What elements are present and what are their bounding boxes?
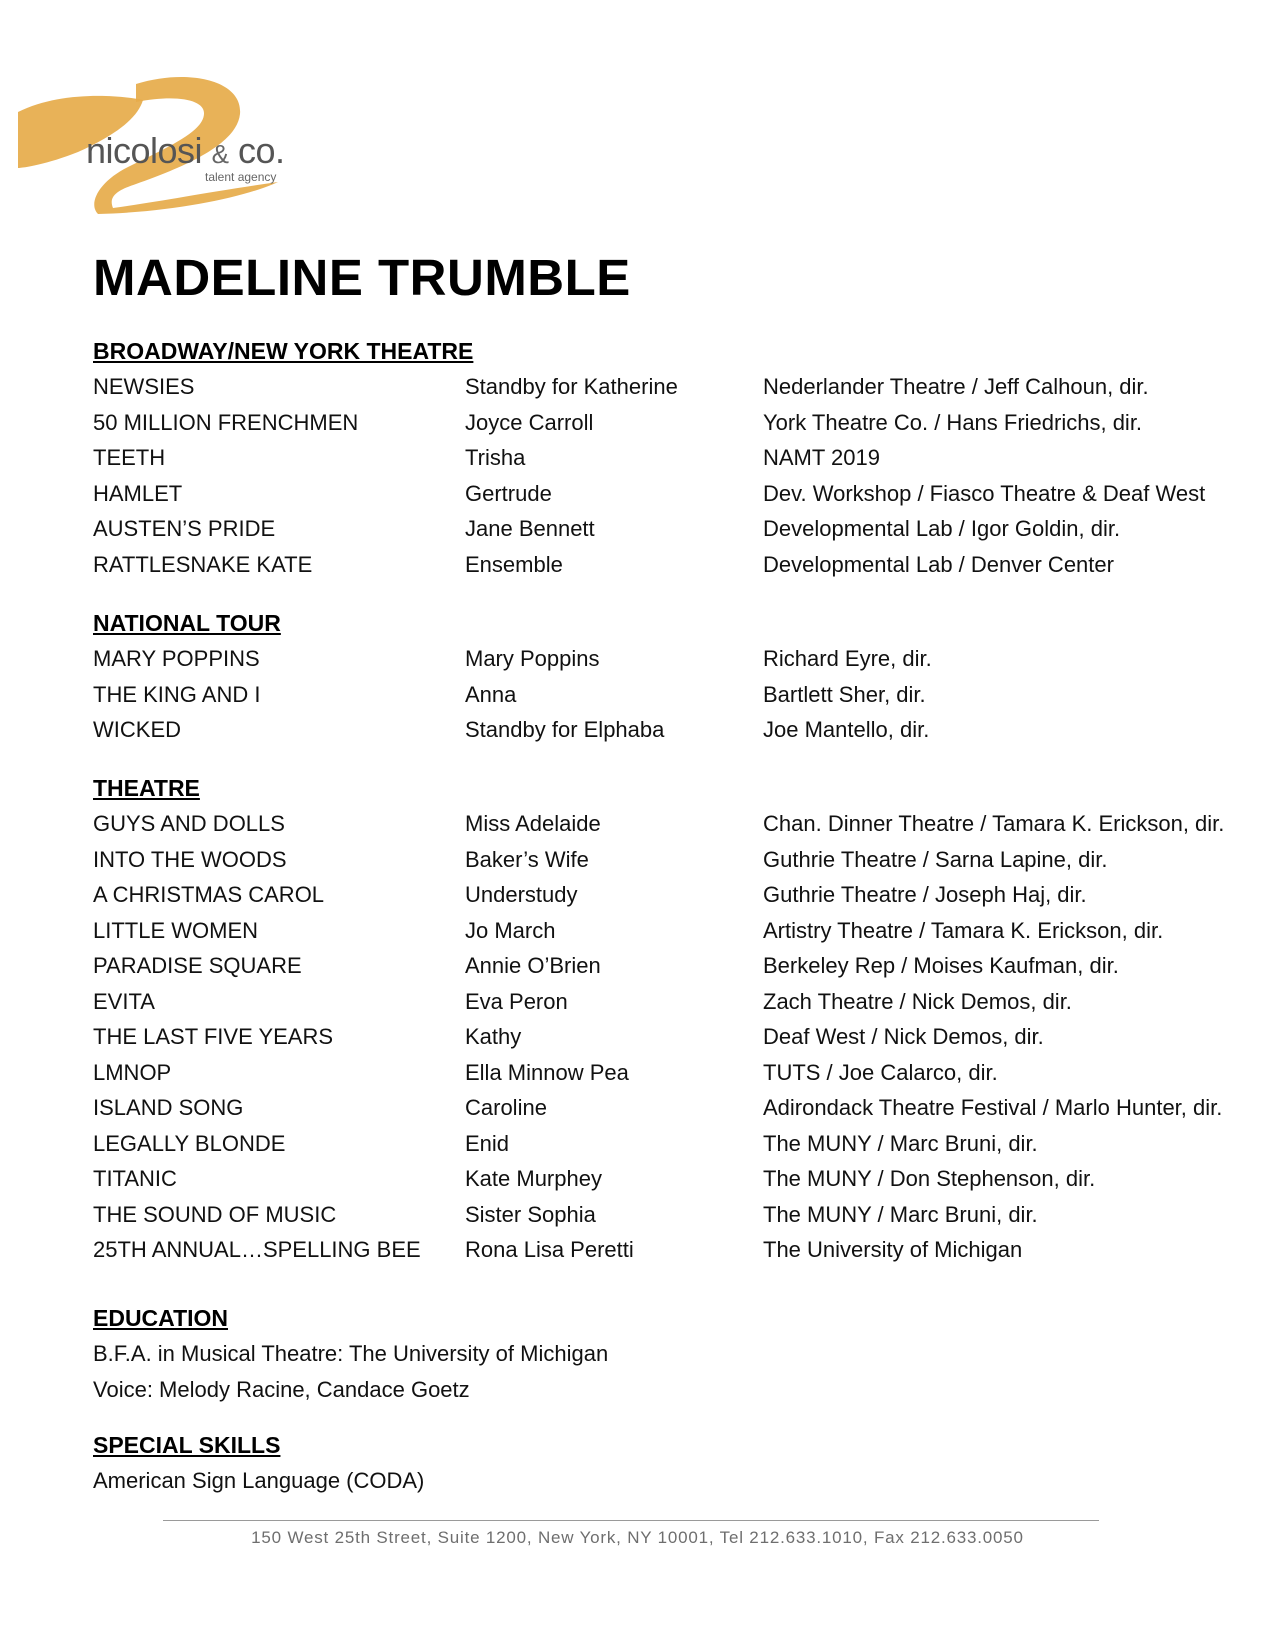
section-theatre [93, 770, 1263, 1268]
venue-director: Zach Theatre / Nick Demos, dir. [763, 988, 1072, 1014]
show-title: A CHRISTMAS CAROL [93, 882, 325, 907]
role: Anna [465, 681, 517, 707]
role: Kate Murphey [465, 1166, 602, 1191]
education-line: Voice: Melody Racine, Candace Goetz [93, 1376, 470, 1402]
venue-director: The MUNY / Marc Bruni, dir. [763, 1201, 1038, 1227]
show-title: ISLAND SONG [93, 1095, 244, 1120]
role: Sister Sophia [465, 1201, 596, 1227]
footer-divider [163, 1520, 1099, 1521]
credit-row [93, 712, 1263, 748]
credit-row [93, 1090, 1263, 1126]
credit-row [93, 641, 1263, 677]
venue-director: Developmental Lab / Denver Center [763, 551, 1114, 577]
show-title: THE SOUND OF MUSIC [93, 1201, 337, 1227]
section-national-tour [93, 605, 1263, 748]
section-special-skills [93, 1427, 1263, 1499]
venue-director: Joe Mantello, dir. [763, 717, 930, 742]
credit-row [93, 984, 1263, 1020]
credit-row [93, 1126, 1263, 1162]
show-title: LEGALLY BLONDE [93, 1130, 286, 1156]
role: Baker’s Wife [465, 846, 589, 872]
venue-director: Artistry Theatre / Tamara K. Erickson, dir. [763, 917, 1164, 943]
venue-director: Bartlett Sher, dir. [763, 681, 926, 707]
logo-tagline: talent agency [205, 170, 277, 184]
show-title: PARADISE SQUARE [93, 953, 302, 978]
role: Joyce Carroll [465, 409, 594, 435]
section-heading: BROADWAY/NEW YORK THEATRE [93, 338, 474, 364]
logo-name: nicolosi [86, 130, 203, 171]
role: Understudy [465, 882, 578, 907]
logo-ampersand: & [211, 139, 229, 169]
credit-row [93, 913, 1263, 949]
role: Standby for Elphaba [465, 717, 665, 742]
show-title: LITTLE WOMEN [93, 917, 259, 943]
section-heading: THEATRE [93, 775, 200, 801]
show-title: EVITA [93, 988, 155, 1014]
venue-director: Richard Eyre, dir. [763, 646, 932, 671]
venue-director: NAMT 2019 [763, 445, 880, 470]
show-title: 25TH ANNUAL…SPELLING BEE [93, 1237, 421, 1262]
show-title: HAMLET [93, 480, 183, 506]
footer-address: 150 West 25th Street, Suite 1200, New York, NY 10001, Tel 212.633.1010, Fax 212.633.0050 [251, 1528, 1024, 1547]
role: Miss Adelaide [465, 811, 601, 836]
credit-row [93, 877, 1263, 913]
venue-director: Developmental Lab / Igor Goldin, dir. [763, 516, 1121, 541]
credit-row [93, 369, 1263, 405]
show-title: 50 MILLION FRENCHMEN [93, 409, 359, 435]
section-education [93, 1300, 1263, 1407]
education-line: B.F.A. in Musical Theatre: The University of Michigan [93, 1341, 609, 1366]
skill-line: American Sign Language (CODA) [93, 1468, 425, 1493]
role: Ensemble [465, 551, 563, 577]
venue-director: The University of Michigan [763, 1237, 1023, 1262]
credit-row [93, 842, 1263, 878]
venue-director: Guthrie Theatre / Sarna Lapine, dir. [763, 846, 1108, 872]
credit-row [93, 806, 1263, 842]
show-title: AUSTEN’S PRIDE [93, 516, 276, 541]
show-title: RATTLESNAKE KATE [93, 551, 313, 577]
show-title: INTO THE WOODS [93, 846, 287, 872]
show-title: NEWSIES [93, 374, 195, 399]
credit-row [93, 1232, 1263, 1268]
role: Jane Bennett [465, 516, 595, 541]
section-heading: EDUCATION [93, 1305, 229, 1331]
credit-row [93, 476, 1263, 512]
credit-row [93, 405, 1263, 441]
venue-director: The MUNY / Marc Bruni, dir. [763, 1130, 1038, 1156]
show-title: TITANIC [93, 1166, 177, 1191]
show-title: WICKED [93, 717, 181, 742]
venue-director: Deaf West / Nick Demos, dir. [763, 1024, 1044, 1049]
credit-row [93, 511, 1263, 547]
venue-director: Berkeley Rep / Moises Kaufman, dir. [763, 953, 1119, 978]
venue-director: Chan. Dinner Theatre / Tamara K. Erickson, dir. [763, 811, 1225, 836]
role: Kathy [465, 1024, 522, 1049]
credit-row [93, 1161, 1263, 1197]
role: Jo March [465, 917, 556, 943]
venue-director: Adirondack Theatre Festival / Marlo Hunter, dir. [763, 1095, 1223, 1120]
venue-director: York Theatre Co. / Hans Friedrichs, dir. [763, 409, 1143, 435]
role: Eva Peron [465, 988, 568, 1014]
venue-director: The MUNY / Don Stephenson, dir. [763, 1166, 1096, 1191]
show-title: GUYS AND DOLLS [93, 811, 285, 836]
venue-director: Guthrie Theatre / Joseph Haj, dir. [763, 882, 1087, 907]
credit-row [93, 1055, 1263, 1091]
role: Rona Lisa Peretti [465, 1237, 634, 1262]
show-title: THE LAST FIVE YEARS [93, 1024, 334, 1049]
show-title: LMNOP [93, 1059, 172, 1085]
performer-name: MADELINE TRUMBLE [93, 249, 631, 306]
role: Ella Minnow Pea [465, 1059, 629, 1085]
credit-row [93, 677, 1263, 713]
logo-co: co. [237, 130, 285, 171]
section-heading: SPECIAL SKILLS [93, 1432, 281, 1458]
role: Caroline [465, 1095, 547, 1120]
role: Standby for Katherine [465, 374, 678, 399]
role: Mary Poppins [465, 646, 600, 671]
show-title: THE KING AND I [93, 681, 261, 707]
role: Enid [465, 1130, 510, 1156]
section-broadway [93, 333, 1263, 582]
logo-wordmark [86, 130, 284, 172]
credit-row [93, 1019, 1263, 1055]
show-title: TEETH [93, 445, 166, 470]
credit-row [93, 440, 1263, 476]
venue-director: Dev. Workshop / Fiasco Theatre & Deaf West [763, 480, 1206, 506]
show-title: MARY POPPINS [93, 646, 260, 671]
credit-row [93, 1197, 1263, 1233]
section-heading: NATIONAL TOUR [93, 610, 281, 636]
role: Trisha [465, 445, 526, 470]
role: Annie O’Brien [465, 953, 601, 978]
credit-row [93, 547, 1263, 583]
role: Gertrude [465, 480, 552, 506]
venue-director: TUTS / Joe Calarco, dir. [763, 1059, 998, 1085]
venue-director: Nederlander Theatre / Jeff Calhoun, dir. [763, 374, 1149, 399]
agency-logo [18, 72, 338, 222]
credit-row [93, 948, 1263, 984]
